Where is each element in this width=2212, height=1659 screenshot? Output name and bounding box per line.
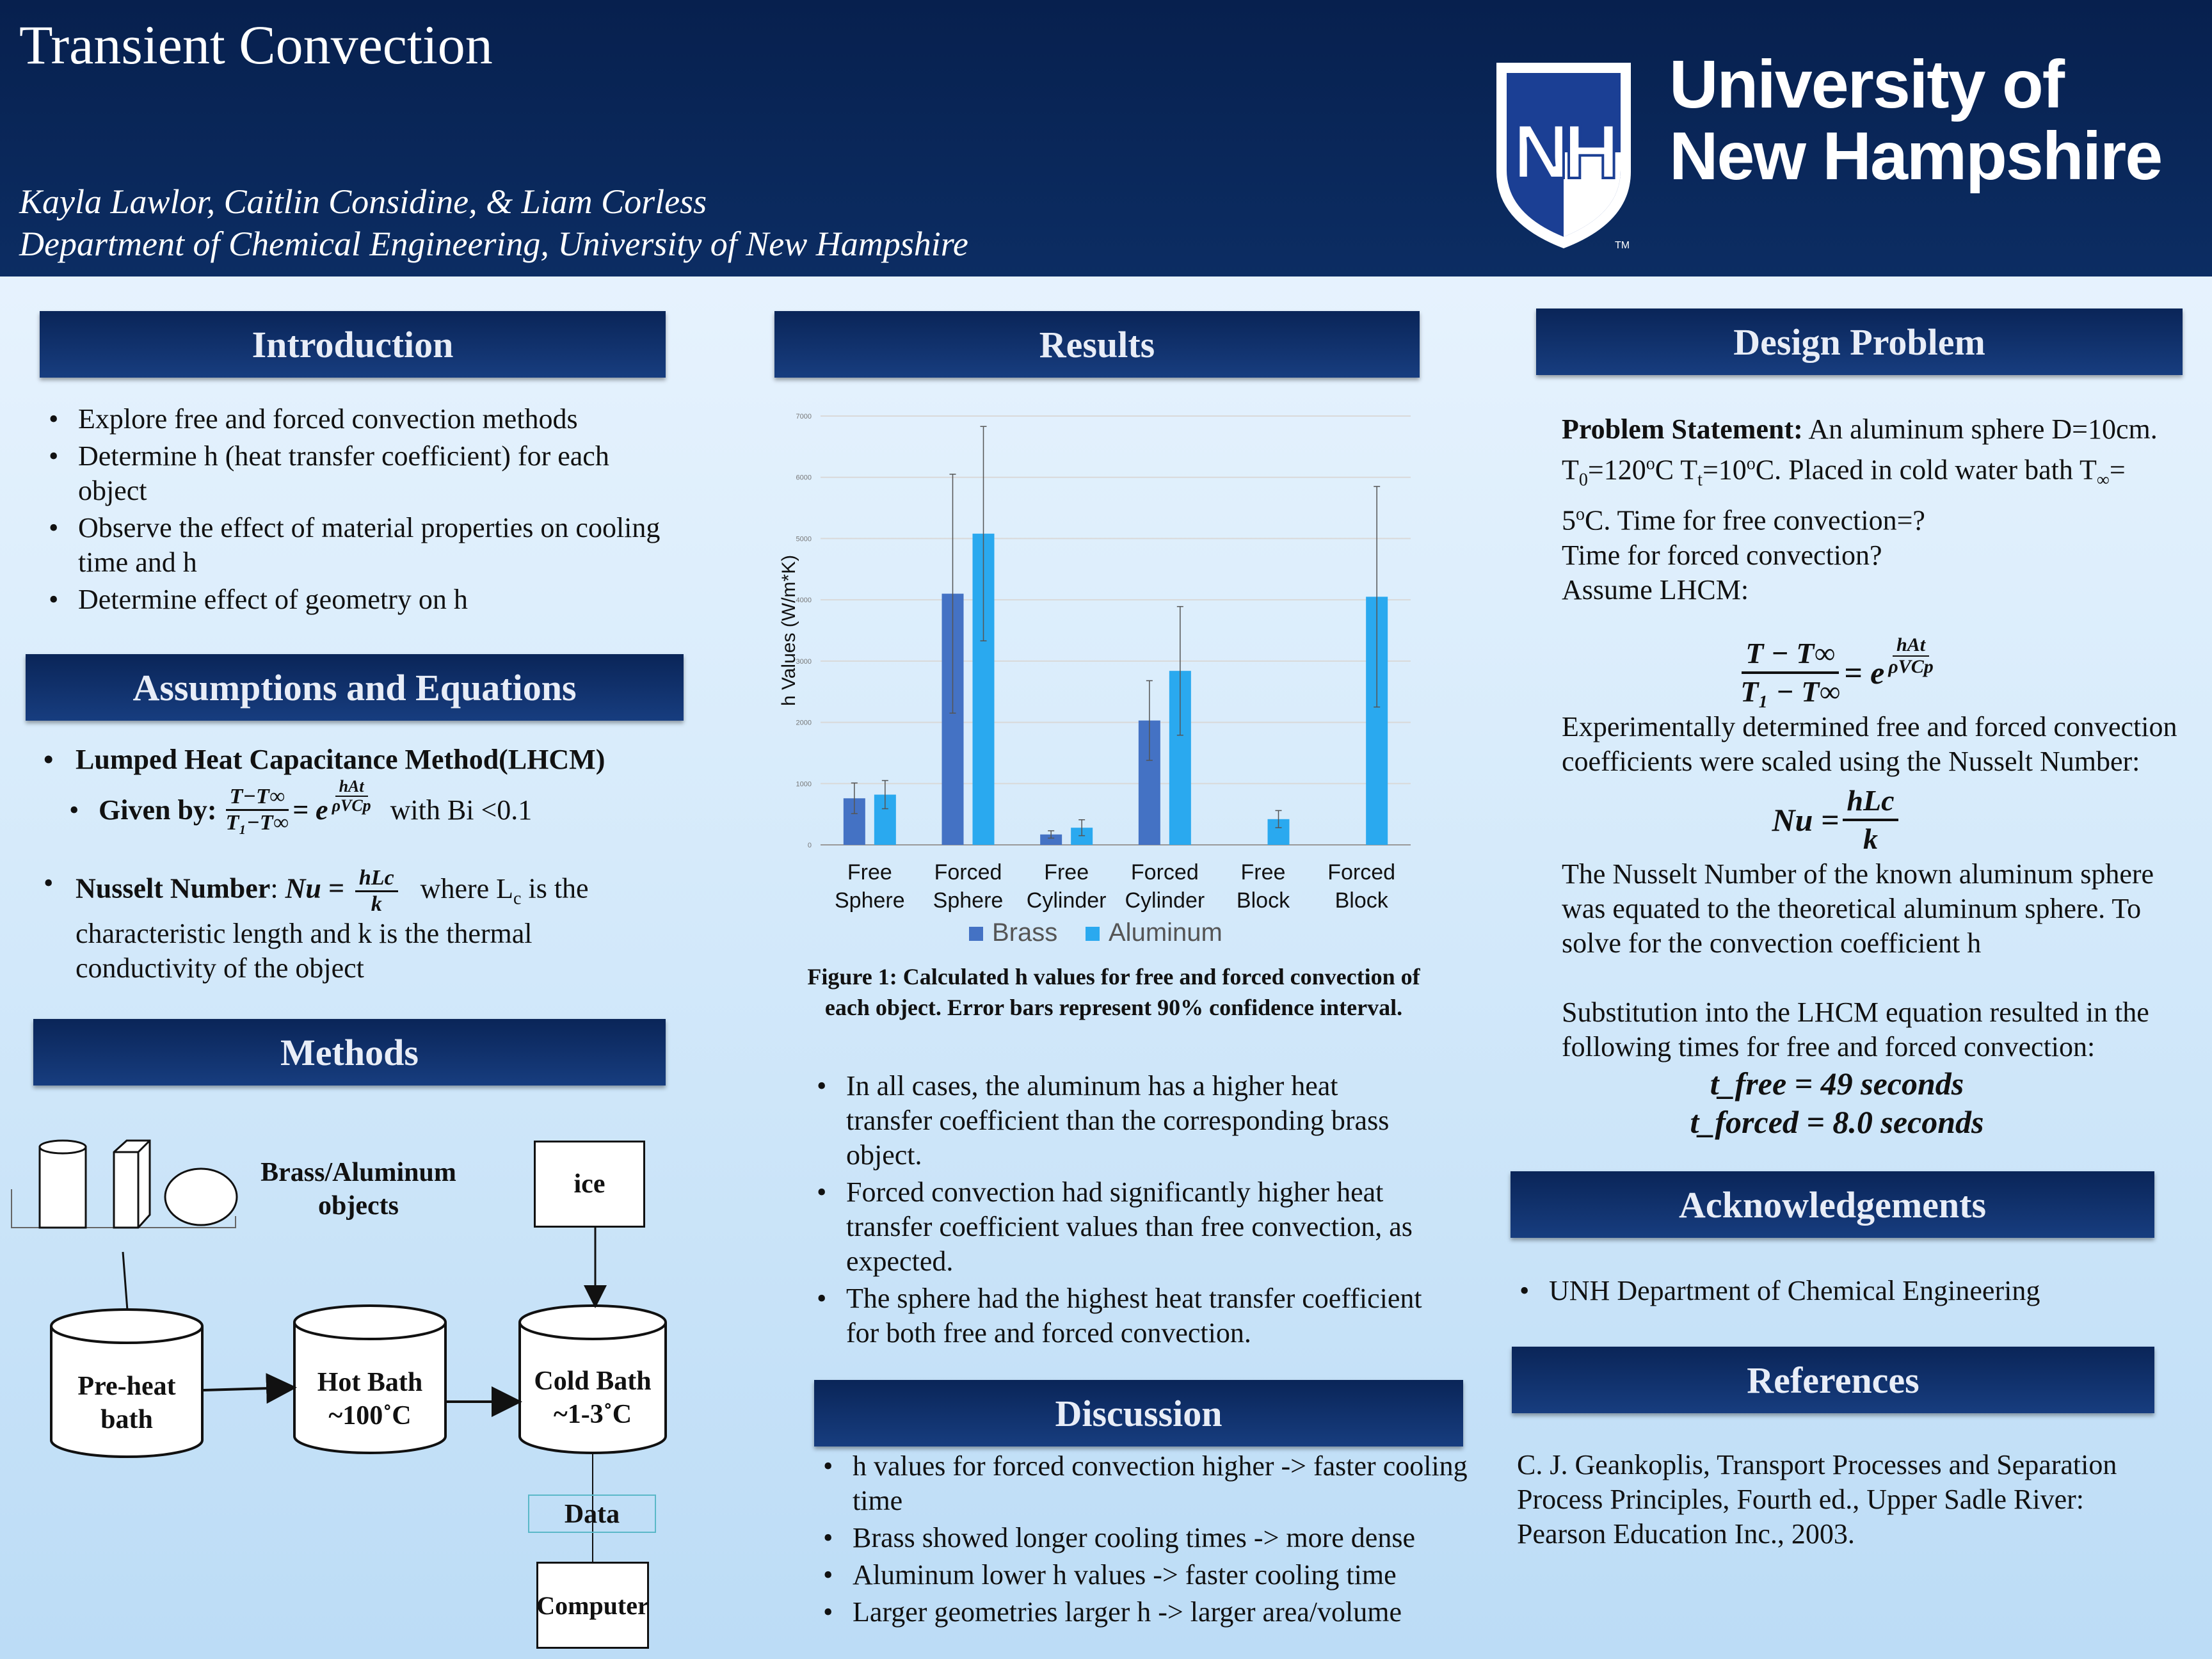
computer-box: Computer bbox=[536, 1562, 649, 1649]
legend-label-brass: Brass bbox=[992, 918, 1058, 947]
discussion-item: • Aluminum lower h values -> faster cooling time bbox=[814, 1558, 1480, 1592]
introduction-item: • Explore free and forced convection methods bbox=[40, 402, 673, 437]
y-tick-label: 3000 bbox=[796, 657, 812, 666]
lhcm-equation: • Given by: $\frac{T-T\infty}{\text{T₁−T∞}}$ = e $\frac{\text{hAt}}{\text{ρVCp}}$ with Bi <0.1 bbox=[69, 776, 533, 835]
design-problem-heading: Design Problem bbox=[1536, 309, 2183, 375]
results-item: • The sphere had the highest heat transfer coefficient for both free and forced convection. bbox=[808, 1281, 1422, 1350]
wordmark-line-1: University of bbox=[1669, 47, 2064, 122]
preheat-label: Pre-heat bath bbox=[77, 1372, 176, 1434]
x-category-label: Block bbox=[1236, 888, 1290, 913]
y-tick-label: 0 bbox=[807, 842, 812, 849]
nusselt-scaling-text: Experimentally determined free and forced convection coefficients were scaled using the Nusselt Number: bbox=[1562, 711, 2177, 778]
y-tick-label: 2000 bbox=[796, 719, 812, 727]
lhcm-e: = e bbox=[292, 794, 328, 826]
lhcm-title: Lumped Heat Capacitance Method(LHCM) bbox=[76, 744, 605, 775]
introduction-item: • Determine effect of geometry on h bbox=[40, 582, 673, 617]
introduction-item: • Determine h (heat transfer coefficient) for each object bbox=[40, 439, 673, 508]
y-axis-label: h Values (W/m*K) bbox=[778, 554, 799, 707]
design-nusselt-equation: Nu = $\frac{\text{hLc}}{k}$ bbox=[1485, 783, 2189, 857]
arrow-preheat-to-hot bbox=[204, 1388, 292, 1390]
nusselt-label: Nusselt Number bbox=[76, 872, 271, 904]
discussion-item: • Larger geometries larger h -> larger area/volume bbox=[814, 1595, 1480, 1630]
problem-bath-temp: 5$^o$C. Time for free convection=? bbox=[1562, 504, 1925, 537]
problem-conditions: $T_0=120^oC$ $T_t=10^oC$. Placed in cold water bath $T_\infty=$ bbox=[1562, 454, 2126, 490]
university-wordmark bbox=[1669, 49, 2161, 192]
introduction-heading: Introduction bbox=[40, 311, 666, 378]
y-tick-label: 4000 bbox=[796, 597, 812, 605]
results-item: • In all cases, the aluminum has a higher heat transfer coefficient than the corresponding brass object. bbox=[808, 1069, 1422, 1173]
cold-bath-label: Cold Bath ~1-3˚C bbox=[534, 1366, 652, 1429]
nusselt-fraction: $\frac{\text{hLc}}{k}$ bbox=[355, 866, 398, 917]
lhcm-fraction: $\frac{T-T\infty}{\text{T₁−T∞}}$ bbox=[225, 785, 289, 835]
t-forced-result: t_forced = 8.0 seconds bbox=[1690, 1104, 1984, 1141]
svg-text:NH: NH bbox=[1513, 109, 1614, 195]
ice-box: ice bbox=[534, 1141, 645, 1228]
legend-swatch-brass bbox=[969, 927, 983, 941]
x-category-label: Forced bbox=[1130, 860, 1199, 885]
forced-question: Time for forced convection? bbox=[1562, 540, 1882, 572]
x-category-label: Cylinder bbox=[1026, 888, 1107, 913]
methods-heading: Methods bbox=[33, 1019, 666, 1086]
x-category-label: Free bbox=[847, 860, 892, 885]
y-tick-label: 1000 bbox=[796, 780, 812, 789]
results-list bbox=[808, 1069, 1422, 1350]
bi-condition: with Bi <0.1 bbox=[390, 794, 533, 826]
acknowledgements-body bbox=[1511, 1274, 2176, 1311]
design-problem-body bbox=[1562, 412, 2189, 1141]
y-tick-label: 5000 bbox=[796, 535, 812, 543]
nusselt-description: characteristic length and k is the thermal conductivity of the object bbox=[76, 918, 533, 984]
figure-caption: Figure 1: Calculated h values for free and forced convection of each object. Error bars represent 90% confidence interval. bbox=[807, 964, 1420, 1020]
nusselt-item: • Nusselt Number: Nu = $\frac{\text{hLc}}{k}$ where $L_c$ is the characteristic length and k is the thermal conductivity of the object bbox=[40, 866, 680, 986]
introduction-body bbox=[40, 402, 673, 620]
results-body bbox=[808, 1069, 1422, 1353]
cylinder-object-icon bbox=[40, 1141, 86, 1228]
poster-header bbox=[0, 0, 2212, 276]
design-lhcm-equation: $\frac{T - T\infty}{\text{T₁ − T∞}}$ = e $\frac{\text{hAt}}{\text{ρVCp}}$ bbox=[1740, 634, 1934, 709]
discussion-item: • Brass showed longer cooling times -> more dense bbox=[814, 1521, 1480, 1555]
substitution-text: Substitution into the LHCM equation resulted in the following times for free and forced convection: bbox=[1562, 997, 2149, 1063]
legend-swatch-aluminum bbox=[1086, 927, 1100, 941]
x-category-label: Block bbox=[1334, 888, 1388, 913]
svg-text:TM: TM bbox=[1615, 240, 1630, 251]
results-heading: Results bbox=[774, 311, 1420, 378]
poster-title: Transient Convection bbox=[19, 14, 493, 76]
unh-shield-logo bbox=[1490, 56, 1637, 255]
t-free-result: t_free = 49 seconds bbox=[1710, 1066, 1964, 1102]
discussion-body bbox=[814, 1449, 1480, 1632]
discussion-item: • h values for forced convection higher -> faster cooling time bbox=[814, 1449, 1480, 1518]
introduction-item: • Observe the effect of material properties on cooling time and h bbox=[40, 511, 673, 580]
data-label: Data bbox=[564, 1500, 620, 1529]
y-tick-label: 6000 bbox=[796, 474, 812, 482]
acknowledgements-list bbox=[1511, 1274, 2176, 1308]
hot-bath-label: Hot Bath ~100˚C bbox=[317, 1368, 423, 1431]
sphere-object-icon bbox=[165, 1169, 237, 1225]
results-item: • Forced convection had significantly higher heat transfer coefficient values than free convection, as expected. bbox=[808, 1175, 1422, 1279]
references-heading: References bbox=[1512, 1347, 2154, 1413]
discussion-heading: Discussion bbox=[814, 1380, 1463, 1447]
given-by-label: Given by: bbox=[99, 794, 217, 826]
y-tick-label: 7000 bbox=[796, 413, 812, 421]
discussion-list bbox=[814, 1449, 1480, 1630]
assume-lhcm: Assume LHCM: bbox=[1562, 574, 1749, 606]
x-category-label: Sphere bbox=[933, 888, 1004, 913]
x-category-label: Free bbox=[1240, 860, 1286, 885]
x-category-label: Cylinder bbox=[1125, 888, 1205, 913]
h-values-bar-chart bbox=[768, 390, 1440, 954]
block-object-icon bbox=[114, 1141, 150, 1228]
acknowledgements-heading: Acknowledgements bbox=[1511, 1171, 2154, 1238]
legend-label-aluminum: Aluminum bbox=[1109, 918, 1222, 947]
lhcm-exponent: $\frac{\text{hAt}}{\text{ρVCp}}$ bbox=[332, 776, 371, 815]
x-category-label: Forced bbox=[1327, 860, 1396, 885]
nusselt-lhs: Nu = bbox=[285, 872, 344, 904]
x-category-label: Sphere bbox=[835, 888, 905, 913]
author-block bbox=[19, 180, 968, 265]
assumptions-body bbox=[40, 742, 680, 986]
acknowledgement-item: • UNH Department of Chemical Engineering bbox=[1511, 1274, 2176, 1308]
objects-label: Brass/Aluminum objects bbox=[260, 1158, 456, 1221]
problem-statement: Problem Statement: An aluminum sphere D=10cm. bbox=[1562, 413, 2158, 445]
nusselt-equating-text: The Nusselt Number of the known aluminum sphere was equated to the theoretical aluminum sphere. To solve for the convection coefficient h bbox=[1562, 858, 2154, 959]
authors: Kayla Lawlor, Caitlin Considine, & Liam Corless bbox=[19, 182, 707, 221]
assumptions-heading: Assumptions and Equations bbox=[26, 654, 684, 721]
x-category-label: Free bbox=[1044, 860, 1089, 885]
lhcm-item: • Lumped Heat Capacitance Method(LHCM) bbox=[44, 744, 605, 775]
wordmark-line-2: New Hampshire bbox=[1669, 118, 2162, 194]
introduction-list bbox=[40, 402, 673, 617]
department: Department of Chemical Engineering, University of New Hampshire bbox=[19, 225, 968, 263]
reference-text: C. J. Geankoplis, Transport Processes and Separation Process Principles, Fourth ed., Upper Sadle River: Pearson Education Inc., 2003. bbox=[1517, 1449, 2117, 1550]
x-category-label: Forced bbox=[934, 860, 1002, 885]
